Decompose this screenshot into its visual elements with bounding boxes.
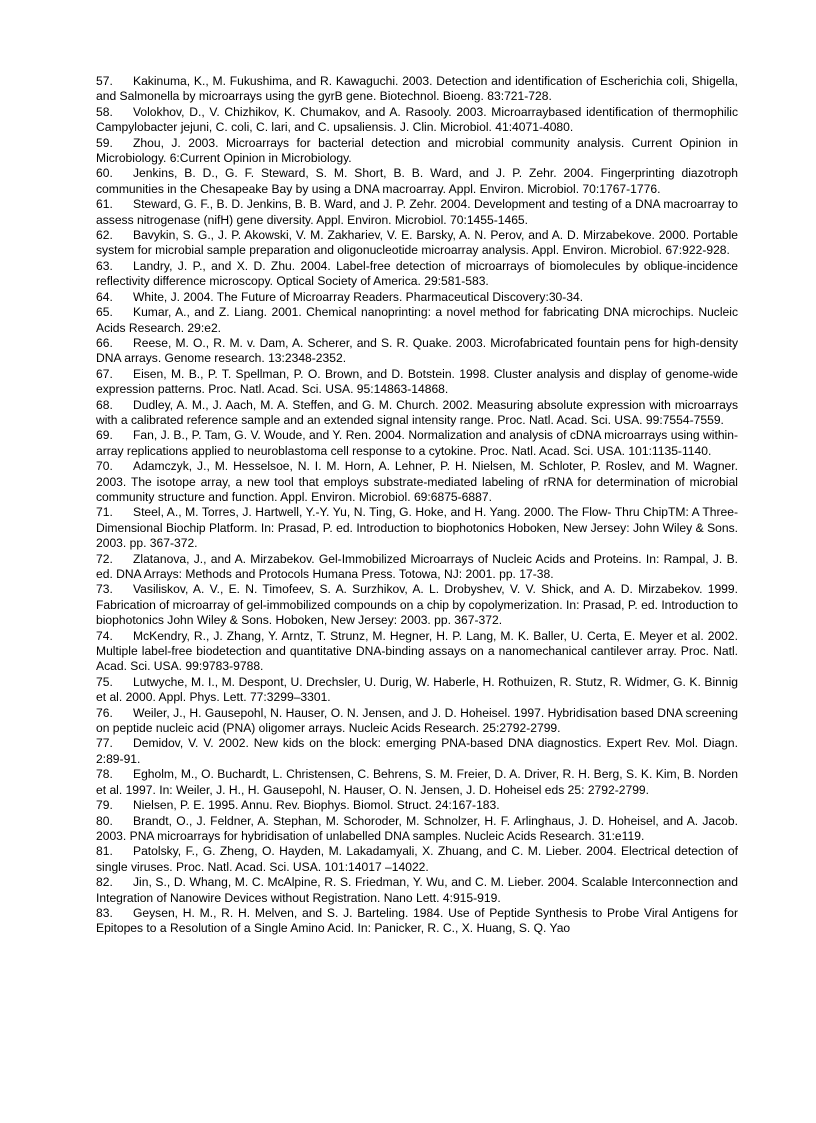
reference-number: 73. — [96, 582, 113, 597]
reference-number: 63. — [96, 258, 113, 273]
reference-number: 66. — [96, 335, 113, 350]
reference-text: Weiler, J., H. Gausepohl, N. Hauser, O. N. Jensen, and J. D. Hoheisel. 1997. Hybridisation based DNA screening on peptide nucleic acid (PNA) oligomer arrays. Nucleic Acids Research. 25:2792-2799. — [96, 705, 738, 736]
reference-entry — [96, 105, 738, 136]
reference-text: Steel, A., M. Torres, J. Hartwell, Y.-Y. Yu, N. Ting, G. Hoke, and H. Yang. 2000. The Flow- Thru ChipTM: A Three-Dimensional Biochip Platform. In: Prasad, P. ed. Introduction to biophotonics Hoboken, New Jersey: John Wiley & Sons. 2003. pp. 367-372. — [96, 505, 738, 551]
reference-number: 72. — [96, 551, 113, 566]
reference-number: 64. — [96, 289, 113, 304]
reference-number: 61. — [96, 197, 113, 212]
reference-entry — [96, 228, 738, 259]
reference-entry — [96, 814, 738, 845]
reference-text: Volokhov, D., V. Chizhikov, K. Chumakov, and A. Rasooly. 2003. Microarraybased identification of thermophilic Campylobacter jejuni, C. coli, C. lari, and C. upsaliensis. J. Clin. Microbiol. 41:4071-4080. — [96, 104, 738, 135]
reference-entry — [96, 552, 738, 583]
reference-entry — [96, 736, 738, 767]
reference-text: Kakinuma, K., M. Fukushima, and R. Kawaguchi. 2003. Detection and identification of Escherichia coli, Shigella, and Salmonella by microarrays using the gyrB gene. Biotechnol. Bioeng. 83:721-728. — [96, 74, 738, 104]
reference-entry — [96, 305, 738, 336]
reference-entry — [96, 136, 738, 167]
reference-number: 82. — [96, 875, 113, 890]
reference-entry — [96, 875, 738, 906]
reference-text: Jenkins, B. D., G. F. Steward, S. M. Short, B. B. Ward, and J. P. Zehr. 2004. Fingerprinting diazotroph communities in the Chesapeake Bay by using a DNA macroarray. Appl. Environ. Microbiol. 70:1767-1776. — [96, 166, 738, 196]
reference-number: 81. — [96, 844, 113, 859]
reference-number: 68. — [96, 397, 113, 412]
reference-number: 79. — [96, 798, 113, 813]
reference-text: Nielsen, P. E. 1995. Annu. Rev. Biophys. Biomol. Struct. 24:167-183. — [133, 798, 500, 813]
reference-entry — [96, 798, 738, 813]
reference-entry — [96, 166, 738, 197]
reference-number: 65. — [96, 305, 113, 320]
reference-number: 74. — [96, 628, 113, 643]
reference-text: Landry, J. P., and X. D. Zhu. 2004. Label-free detection of microarrays of biomolecules by oblique-incidence reflectivity difference microscopy. Optical Society of America. 29:581-583. — [96, 258, 738, 289]
reference-entry — [96, 428, 738, 459]
reference-text: Geysen, H. M., R. H. Melven, and S. J. Barteling. 1984. Use of Peptide Synthesis to Probe Viral Antigens for Epitopes to a Resolution of a Single Amino Acid. In: Panicker, R. C., X. Huang, S. Q. Yao — [96, 905, 738, 936]
reference-entry — [96, 906, 738, 937]
reference-entry — [96, 336, 738, 367]
reference-number: 67. — [96, 366, 113, 381]
reference-number: 71. — [96, 505, 113, 520]
reference-text: Egholm, M., O. Buchardt, L. Christensen, C. Behrens, S. M. Freier, D. A. Driver, R. H. Berg, S. K. Kim, B. Norden et al. 1997. In: Weiler, J. H., H. Gausepohl, N. Hauser, O. N. Jensen, J. D. Hoheisel eds 25: 2792-2799. — [96, 767, 738, 797]
reference-number: 59. — [96, 135, 113, 150]
reference-number: 75. — [96, 674, 113, 689]
reference-text: Steward, G. F., B. D. Jenkins, B. B. Ward, and J. P. Zehr. 2004. Development and testing of a DNA macroarray to assess nitrogenase (nifH) gene diversity. Appl. Environ. Microbiol. 70:1455-1465. — [96, 197, 738, 227]
reference-number: 58. — [96, 104, 113, 119]
reference-entry — [96, 398, 738, 429]
reference-entry — [96, 844, 738, 875]
reference-entry — [96, 629, 738, 675]
reference-text: Fan, J. B., P. Tam, G. V. Woude, and Y. Ren. 2004. Normalization and analysis of cDNA microarrays using within-array replications applied to neuroblastoma cell response to a cytokine. Proc. Natl. Acad. Sci. USA. 101:1135-1140. — [96, 428, 738, 458]
reference-entry — [96, 459, 738, 505]
reference-entry — [96, 675, 738, 706]
reference-number: 78. — [96, 767, 113, 782]
reference-entry — [96, 706, 738, 737]
reference-number: 60. — [96, 166, 113, 181]
reference-number: 77. — [96, 736, 113, 751]
reference-text: Adamczyk, J., M. Hesselsoe, N. I. M. Horn, A. Lehner, P. H. Nielsen, M. Schloter, P. Roslev, and M. Wagner. 2003. The isotope array, a new tool that employs substrate-mediated labeling of rRNA for determination of microbial community structure and function. Appl. Environ. Microbiol. 69:6875-6887. — [96, 459, 738, 504]
reference-list — [96, 74, 738, 937]
reference-entry — [96, 197, 738, 228]
reference-text: Lutwyche, M. I., M. Despont, U. Drechsler, U. Durig, W. Haberle, H. Rothuizen, R. Stutz, R. Widmer, G. K. Binnig et al. 2000. Appl. Phys. Lett. 77:3299–3301. — [96, 674, 738, 705]
reference-text: Eisen, M. B., P. T. Spellman, P. O. Brown, and D. Botstein. 1998. Cluster analysis and display of genome-wide expression patterns. Proc. Natl. Acad. Sci. USA. 95:14863-14868. — [96, 366, 738, 397]
reference-text: Jin, S., D. Whang, M. C. McAlpine, R. S. Friedman, Y. Wu, and C. M. Lieber. 2004. Scalable Interconnection and Integration of Nanowire Devices without Registration. Nano Lett. 4:915-919. — [96, 875, 738, 905]
reference-text: Kumar, A., and Z. Liang. 2001. Chemical nanoprinting: a novel method for fabricating DNA microchips. Nucleic Acids Research. 29:e2. — [96, 305, 738, 335]
reference-number: 70. — [96, 459, 113, 474]
reference-text: Reese, M. O., R. M. v. Dam, A. Scherer, and S. R. Quake. 2003. Microfabricated fountain pens for high-density DNA arrays. Genome research. 13:2348-2352. — [96, 335, 738, 366]
reference-entry — [96, 74, 738, 105]
reference-text: Vasiliskov, A. V., E. N. Timofeev, S. A. Surzhikov, A. L. Drobyshev, V. V. Shick, and A. D. Mirzabekov. 1999. Fabrication of microarray of gel-immobilized compounds on a chip by copolymerization. In: Prasad, P. ed. Introduction to biophotonics John Wiley & Sons. Hoboken, New Jersey: 2003. pp. 367-372. — [96, 582, 738, 628]
reference-number: 80. — [96, 813, 113, 828]
reference-entry — [96, 367, 738, 398]
reference-entry — [96, 259, 738, 290]
reference-entry — [96, 505, 738, 551]
reference-number: 83. — [96, 905, 113, 920]
reference-text: McKendry, R., J. Zhang, Y. Arntz, T. Strunz, M. Hegner, H. P. Lang, M. K. Baller, U. Certa, E. Meyer et al. 2002. Multiple label-free biodetection and quantitative DNA-binding assays on a nanomechanical cantilever array. Proc. Natl. Acad. Sci. USA. 99:9783-9788. — [96, 628, 738, 674]
reference-number: 76. — [96, 705, 113, 720]
reference-text: Demidov, V. V. 2002. New kids on the block: emerging PNA-based DNA diagnostics. Expert Rev. Mol. Diagn. 2:89-91. — [96, 736, 738, 766]
reference-text: White, J. 2004. The Future of Microarray Readers. Pharmaceutical Discovery:30-34. — [133, 289, 584, 304]
reference-text: Zlatanova, J., and A. Mirzabekov. Gel-Immobilized Microarrays of Nucleic Acids and Proteins. In: Rampal, J. B. ed. DNA Arrays: Methods and Protocols Humana Press. Totowa, NJ: 2001. pp. 17-38. — [96, 551, 738, 581]
reference-entry — [96, 767, 738, 798]
reference-entry — [96, 582, 738, 628]
reference-text: Brandt, O., J. Feldner, A. Stephan, M. Schoroder, M. Schnolzer, H. F. Arlinghaus, J. D. Hoheisel, and A. Jacob. 2003. PNA microarrays for hybridisation of unlabelled DNA samples. Nucleic Acids Research. 31:e119. — [96, 813, 738, 843]
reference-text: Dudley, A. M., J. Aach, M. A. Steffen, and G. M. Church. 2002. Measuring absolute expression with microarrays with a calibrated reference sample and an extended signal intensity range. Proc. Natl. Acad. Sci. USA. 99:7554-7559. — [96, 397, 738, 427]
reference-text: Zhou, J. 2003. Microarrays for bacterial detection and microbial community analysis. Current Opinion in Microbiology. 6:Current Opinion in Microbiology. — [96, 135, 738, 166]
reference-number: 57. — [96, 74, 113, 88]
reference-number: 69. — [96, 428, 113, 443]
reference-text: Bavykin, S. G., J. P. Akowski, V. M. Zakhariev, V. E. Barsky, A. N. Perov, and A. D. Mirzabekove. 2000. Portable system for microbial sample preparation and oligonucleotide microarray analysis. Appl. Environ. Microbiol. 67:922-928. — [96, 228, 738, 258]
reference-entry — [96, 290, 738, 305]
reference-text: Patolsky, F., G. Zheng, O. Hayden, M. Lakadamyali, X. Zhuang, and C. M. Lieber. 2004. Electrical detection of single viruses. Proc. Natl. Acad. Sci. USA. 101:14017 –14022. — [96, 844, 738, 874]
reference-number: 62. — [96, 228, 113, 243]
